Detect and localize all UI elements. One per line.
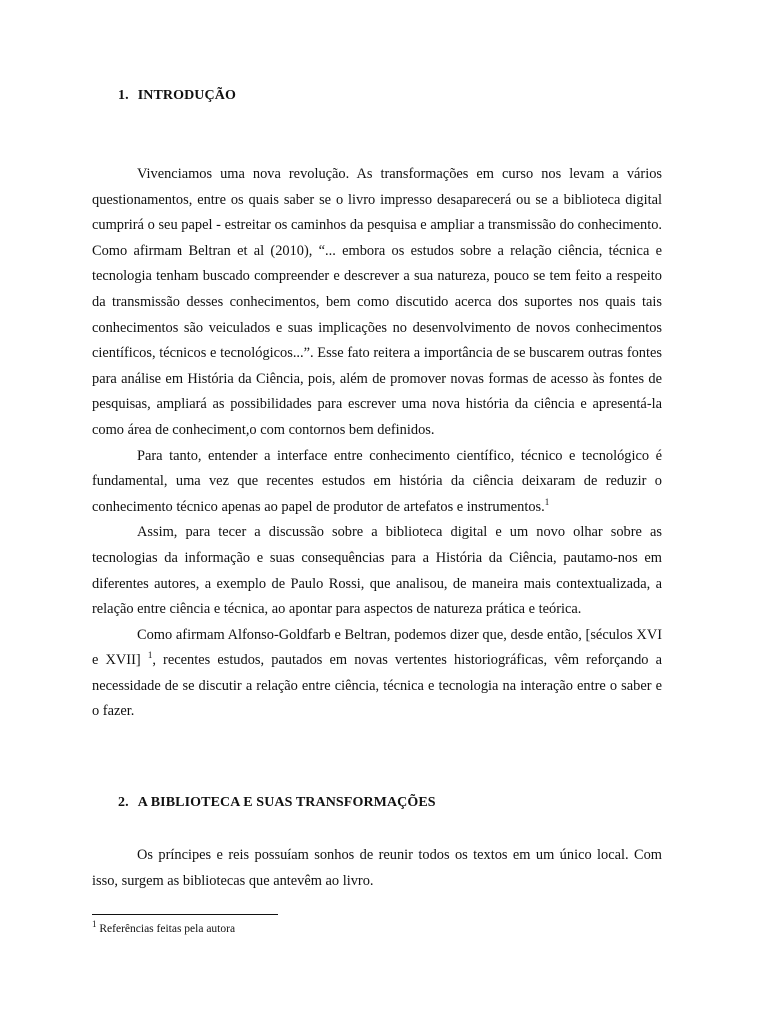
paragraph — [92, 162, 662, 444]
section-title: INTRODUÇÃO — [137, 88, 236, 103]
paragraph-text: Os príncipes e reis possuíam sonhos de reunir todos os textos em um único local. Com isso, surgem as bibliotecas que antevêm ao livro. — [92, 847, 662, 889]
paragraph — [92, 623, 662, 725]
section-number: 1. — [118, 88, 129, 103]
paragraph — [92, 520, 662, 622]
footnote-ref: 1 — [147, 650, 153, 661]
paragraph — [92, 444, 662, 521]
paragraph-text: Como afirmam Alfonso-Goldfarb e Beltran, podemos dizer que, desde então, [séculos XVI e XVII] — [92, 626, 662, 669]
section-title: A BIBLIOTECA E SUAS TRANSFORMAÇÕES — [137, 795, 436, 810]
footnote-text: Referências feitas pela autora — [99, 923, 236, 935]
section-heading-biblioteca — [118, 795, 436, 811]
footnote — [92, 919, 236, 936]
section-body-biblioteca — [92, 843, 662, 894]
footnote-ref: 1 — [544, 496, 550, 507]
section-number: 2. — [118, 795, 129, 810]
paragraph-text: Vivenciamos uma nova revolução. As transformações em curso nos levam a vários questionamentos, entre os quais saber se o livro impresso desaparecerá ou se a biblioteca digital cumprirá o seu papel - estreitar os caminhos da pesquisa e ampliar a transmissão do conhecimento. Como afirmam Beltran et al (2010), “... embora os estudos sobre a relação ciência, técnica e tecnologia tenham buscado compreender e descrever a sua natureza, pouco se tem feito a respeito da transmissão desses conhecimentos, bem como discutido acerca dos suportes nos quais tais conhecimentos são veiculados e suas implicações no desenvolvimento de novos conhecimentos científicos, técnicos e tecnológicos...”. Esse fato reitera a importância de se buscarem outras fontes para análise em História da Ciência, pois, além de promover novas formas de acesso às fontes de pesquisas, ampliará as possibilidades para escrever uma nova história da ciência e apresentá-la como área de conheciment,o com contornos bem definidos. — [92, 166, 662, 438]
paragraph-text: Assim, para tecer a discussão sobre a biblioteca digital e um novo olhar sobre as tecnologias da informação e suas consequências para a História da Ciência, pautamo-nos em diferentes autores, a exemplo de Paulo Rossi, que analisou, de maneira mais contextualizada, a relação entre ciência e técnica, ao apontar para aspectos de natureza prática e teórica. — [92, 524, 662, 618]
paragraph — [92, 843, 662, 894]
paragraph-text: Para tanto, entender a interface entre conhecimento científico, técnico e tecnológico é fundamental, uma vez que recentes estudos em história da ciência deixaram de reduzir o conhecimento técnico apenas ao papel de produtor de artefatos e instrumentos. — [92, 447, 662, 515]
footnote-divider — [92, 914, 278, 915]
section-body-introducao — [92, 162, 662, 725]
section-heading-introducao — [118, 88, 236, 104]
footnote-marker: 1 — [92, 919, 97, 930]
paragraph-text: , recentes estudos, pautados em novas vertentes historiográficas, vêm reforçando a necessidade de se discutir a relação entre ciência, técnica e tecnologia na interação entre o saber e o fazer. — [92, 652, 663, 720]
